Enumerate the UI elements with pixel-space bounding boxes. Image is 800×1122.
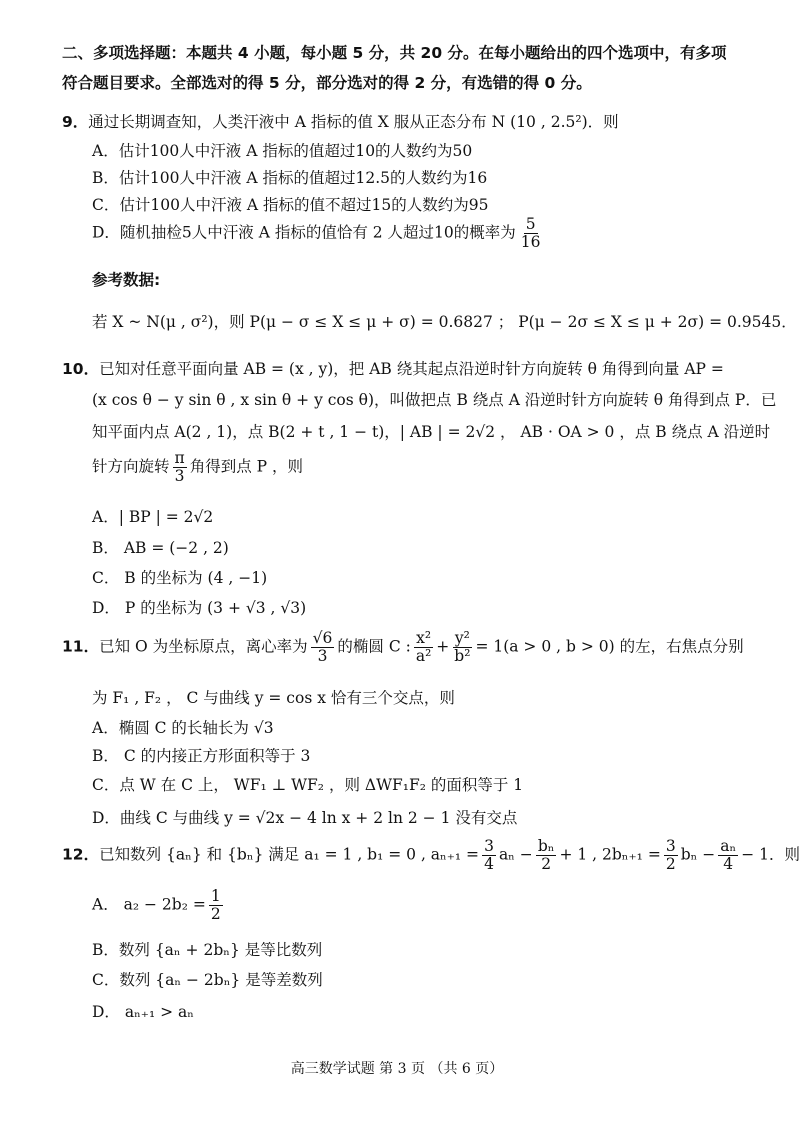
- q9-stem-text: 通过长期调查知，人类汗液中 A 指标的值 X 服从正态分布 N (10 , 2.5²)．则: [88, 113, 619, 131]
- q12-fraction-4: [718, 838, 738, 873]
- q11-x-denominator: a²: [415, 647, 432, 666]
- q12-fraction-3: [664, 838, 678, 873]
- section-heading-line-2: 符合题目要求。全部选对的得 5 分，部分选对的得 2 分，有选错的得 0 分。: [62, 74, 592, 92]
- q12-f2-denominator: 2: [541, 855, 552, 874]
- q12-f1-numerator: 3: [484, 837, 494, 855]
- q11-line-1-pre: 已知 O 为坐标原点，离心率为: [99, 637, 308, 656]
- q9-reference-data: 若 X ~ N(μ , σ²)，则 P(μ − σ ≤ X ≤ μ + σ) = 0.6827 ； P(μ − 2σ ≤ X ≤ μ + 2σ) = 0.9545．: [92, 313, 797, 331]
- q12-f4-numerator: aₙ: [720, 837, 737, 855]
- q12-mid-1: aₙ −: [498, 845, 533, 864]
- q12-fraction-1: [482, 838, 496, 873]
- q9-stem: [62, 110, 619, 132]
- q11-x-fraction: [414, 630, 433, 665]
- q12-option-a-fraction: [209, 888, 223, 923]
- q11-x-numerator: x²: [416, 629, 432, 647]
- q11-number: 11．: [62, 637, 100, 656]
- q12-option-c: C．数列 {aₙ − 2bₙ} 是等差数列: [92, 971, 323, 989]
- q12-f2-numerator: bₙ: [537, 837, 555, 855]
- q11-y-numerator: y²: [454, 629, 470, 647]
- q10-angle-fraction: [173, 450, 187, 485]
- q10-line-1: [62, 357, 724, 379]
- q11-line-1: [62, 630, 744, 665]
- q12-mid-3: bₙ −: [680, 845, 716, 864]
- q10-line-4-pre: 针方向旋转: [92, 457, 170, 476]
- q12-f3-denominator: 2: [665, 855, 676, 874]
- q9-option-d: [92, 216, 546, 251]
- q11-eccentricity-fraction: [311, 630, 335, 665]
- q12-option-b: B．数列 {aₙ + 2bₙ} 是等比数列: [92, 941, 323, 959]
- q9-reference-title: 参考数据:: [92, 271, 161, 289]
- q9-d-numerator: 5: [525, 215, 536, 233]
- q12-line-1-pre: 已知数列 {aₙ} 和 {bₙ} 满足 a₁ = 1 , b₁ = 0 , aₙ₊₁ =: [99, 845, 480, 864]
- q12-a-numerator: 1: [210, 887, 221, 905]
- q10-option-c: C． B 的坐标为 (4 , −1): [92, 569, 268, 587]
- q12-option-a-text: A． a₂ − 2b₂ =: [92, 895, 206, 914]
- q11-option-b: B． C 的内接正方形面积等于 3: [92, 747, 311, 765]
- q12-option-d: D． aₙ₊₁ > aₙ: [92, 1003, 194, 1021]
- q11-y-fraction: [452, 630, 472, 665]
- section-heading-line-1: 二、多项选择题：本题共 4 小题，每小题 5 分，共 20 分。在每小题给出的四个选项中，有多项: [62, 44, 727, 62]
- q11-line-1-mid: 的椭圆 C :: [337, 637, 411, 656]
- q10-line-2: (x cos θ − y sin θ , x sin θ + y cos θ)，叫做把点 B 绕点 A 沿逆时针方向旋转 θ 角得到点 P．已: [92, 391, 777, 409]
- q10-option-b: B． AB = (−2 , 2): [92, 539, 229, 557]
- q11-option-a: A．椭圆 C 的长轴长为 √3: [92, 719, 274, 737]
- page-footer: 高三数学试题 第 3 页 （共 6 页）: [290, 1061, 504, 1077]
- q12-a-denominator: 2: [210, 905, 221, 924]
- q9-option-d-text: D．随机抽检5人中汗液 A 指标的值恰有 2 人超过10的概率为: [92, 223, 516, 242]
- q10-line-1-text: 已知对任意平面向量 AB = (x , y)，把 AB 绕其起点沿逆时针方向旋转 θ 角得到向量 AP =: [99, 360, 724, 378]
- q11-line-2: 为 F₁ , F₂ ， C 与曲线 y = cos x 恰有三个交点，则: [92, 689, 455, 707]
- q10-option-a: A．| BP | = 2√2: [92, 508, 214, 526]
- q10-angle-numerator: π: [174, 449, 185, 467]
- q12-mid-2: + 1 , 2bₙ₊₁ =: [559, 845, 661, 864]
- q10-line-4: [92, 450, 303, 485]
- q11-option-d: D．曲线 C 与曲线 y = √2x − 4 ln x + 2 ln 2 − 1 没有交点: [92, 809, 518, 827]
- q10-number: 10．: [62, 360, 100, 378]
- q9-option-c: C．估计100人中汗液 A 指标的值不超过15的人数约为95: [92, 196, 489, 214]
- q10-line-4-post: 角得到点 P ，则: [189, 457, 303, 476]
- q10-option-d: D． P 的坐标为 (3 + √3 , √3): [92, 599, 307, 617]
- q12-option-a: [92, 888, 226, 923]
- q12-f4-denominator: 4: [723, 855, 734, 874]
- q12-number: 12．: [62, 845, 100, 864]
- q9-option-a: A．估计100人中汗液 A 指标的值超过10的人数约为50: [92, 142, 473, 160]
- q11-plus: +: [436, 637, 450, 656]
- q10-angle-denominator: 3: [174, 467, 185, 486]
- q10-line-3: 知平面内点 A(2 , 1)，点 B(2 + t , 1 − t)，| AB | = 2√2 ， AB · OA > 0 ，点 B 绕点 A 沿逆时: [92, 423, 771, 441]
- q9-d-denominator: 16: [520, 233, 541, 252]
- q11-line-1-post: = 1(a > 0 , b > 0) 的左，右焦点分别: [475, 637, 744, 656]
- q11-y-denominator: b²: [454, 647, 471, 666]
- q11-option-c: C．点 W 在 C 上， WF₁ ⊥ WF₂ ，则 ΔWF₁F₂ 的面积等于 1: [92, 776, 524, 794]
- q12-line-1-post: − 1．则: [741, 845, 800, 864]
- q12-fraction-2: [536, 838, 557, 873]
- q12-f1-denominator: 4: [484, 855, 494, 874]
- q9-option-d-fraction: [519, 216, 543, 251]
- section-heading: [62, 38, 762, 98]
- q11-e-denominator: 3: [317, 647, 328, 666]
- q12-line-1: [62, 838, 800, 873]
- q12-f3-numerator: 3: [665, 837, 676, 855]
- q9-option-b: B．估计100人中汗液 A 指标的值超过12.5的人数约为16: [92, 169, 488, 187]
- q9-number: 9．: [62, 113, 89, 131]
- q11-e-numerator: √6: [312, 629, 333, 647]
